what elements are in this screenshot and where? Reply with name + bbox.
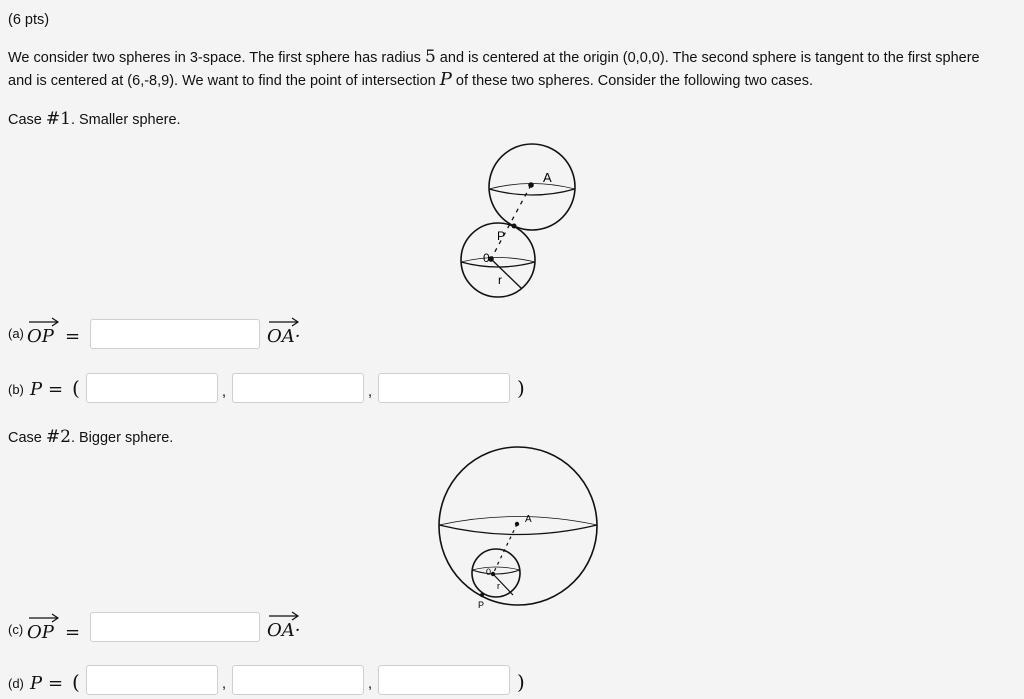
vector-oa-text: OA (267, 326, 295, 347)
label-origin: 0 (486, 567, 492, 577)
case-number: #1 (45, 109, 71, 129)
open-paren: ( (72, 376, 80, 400)
part-b-x-input[interactable] (86, 373, 218, 403)
points-label: (6 pts) (8, 12, 50, 28)
dot-operator: · (294, 326, 301, 347)
part-d-z-input[interactable] (378, 665, 510, 695)
sphere-origin-small (472, 549, 520, 597)
label-p: P (478, 600, 485, 610)
origin-dot (491, 572, 495, 576)
comma: , (368, 676, 373, 692)
vector-arrow-icon (267, 611, 301, 621)
part-d-label: (d) (8, 676, 24, 691)
label-r: r (497, 581, 500, 591)
vector-oa (267, 620, 301, 641)
problem-statement (8, 46, 1018, 92)
point-var: P (30, 673, 43, 694)
comma: , (222, 384, 227, 400)
radius-value: 5 (424, 47, 436, 67)
intro-text: of these two spheres. Consider the following two cases. (451, 73, 813, 89)
close-paren: ) (517, 670, 525, 694)
part-a-label: (a) (8, 326, 24, 341)
label-p: P (497, 229, 506, 243)
intro-text: We consider two spheres in 3-space. The first sphere has radius (8, 50, 425, 66)
part-b-y-input[interactable] (232, 373, 364, 403)
point-p-dot (512, 224, 517, 229)
vector-arrow-icon (27, 613, 61, 623)
case-title: . Smaller sphere. (70, 112, 181, 128)
center-a-dot (528, 182, 534, 188)
point-var: P (30, 379, 43, 400)
close-paren: ) (517, 376, 525, 400)
intro-text: and is centered at the origin (0,0,0). The second sphere is tangent to the first sphere (435, 50, 980, 66)
open-paren: ( (72, 670, 80, 694)
part-d-x-input[interactable] (86, 665, 218, 695)
equals-sign: = (48, 673, 64, 694)
label-origin: 0 (483, 251, 490, 265)
case1-diagram (450, 138, 590, 303)
dot-operator: · (294, 620, 301, 641)
radius-line (493, 574, 513, 595)
vector-oa (267, 326, 301, 347)
part-b-z-input[interactable] (378, 373, 510, 403)
vector-op (27, 326, 54, 347)
vector-op-text: OP (27, 326, 54, 347)
part-c-label: (c) (8, 622, 24, 637)
intro-text: and is centered at (6,-8,9). We want to find the point of intersection (8, 73, 440, 89)
equals-sign: = (48, 379, 64, 400)
comma: , (368, 384, 373, 400)
point-symbol: P (439, 69, 452, 90)
part-c-input[interactable] (90, 612, 260, 642)
center-line (491, 185, 531, 259)
radius-line (491, 259, 522, 289)
case-title: . Bigger sphere. (70, 430, 174, 446)
part-b-label: (b) (8, 382, 24, 397)
vector-op (27, 622, 54, 643)
part-d-y-input[interactable] (232, 665, 364, 695)
vector-arrow-icon (267, 317, 301, 327)
case1-heading (8, 109, 181, 129)
label-a: A (525, 514, 532, 525)
case2-heading (8, 427, 173, 447)
label-r: r (498, 273, 502, 287)
point-p-dot (480, 593, 484, 597)
case2-diagram (430, 442, 610, 617)
equals-sign: = (65, 326, 81, 347)
vector-op-text: OP (27, 622, 54, 643)
center-a-dot (515, 522, 519, 526)
vector-arrow-icon (27, 317, 61, 327)
case-prefix: Case (8, 430, 46, 446)
case-prefix: Case (8, 112, 46, 128)
equals-sign: = (65, 622, 81, 643)
vector-oa-text: OA (267, 620, 295, 641)
part-a-input[interactable] (90, 319, 260, 349)
case-number: #2 (45, 427, 71, 447)
comma: , (222, 676, 227, 692)
label-a: A (543, 170, 552, 185)
